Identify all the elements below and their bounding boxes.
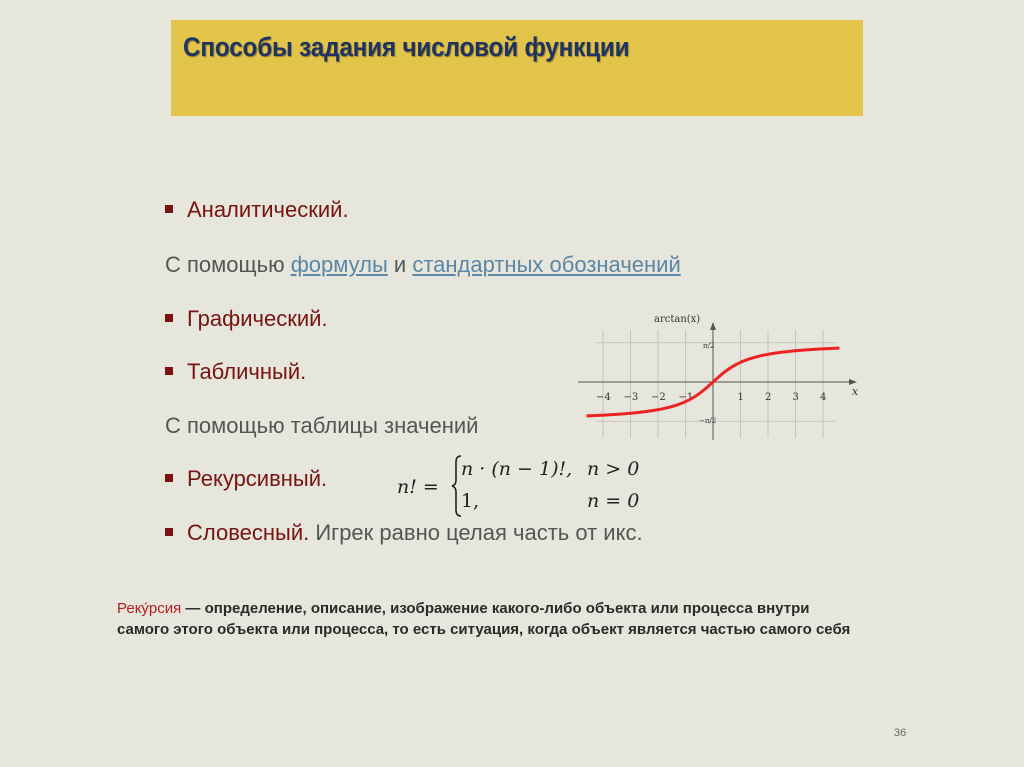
formula-case2: 1, bbox=[461, 490, 480, 512]
x-tick-label: 2 bbox=[765, 392, 772, 403]
table-note: С помощью таблицы значений bbox=[165, 413, 479, 438]
method-recursive bbox=[165, 466, 327, 492]
formula-case1: n · (n − 1)!, bbox=[461, 458, 573, 480]
method-graphic bbox=[165, 306, 328, 332]
bullet-icon bbox=[165, 314, 173, 322]
analytic-note bbox=[165, 252, 681, 278]
arctan-graph bbox=[576, 308, 861, 448]
method-table bbox=[165, 359, 306, 385]
x-tick-label: 4 bbox=[820, 392, 827, 403]
method-analytic bbox=[165, 197, 349, 223]
formula-cond2: n = 0 bbox=[587, 490, 640, 512]
x-tick-label: −2 bbox=[651, 392, 666, 403]
analytic-note-prefix: С помощью bbox=[165, 252, 291, 277]
method-analytic-label: Аналитический. bbox=[187, 197, 349, 222]
bullet-icon bbox=[165, 474, 173, 482]
factorial-formula bbox=[397, 452, 657, 522]
x-tick-label: 3 bbox=[792, 392, 799, 403]
formula-cond1: n > 0 bbox=[587, 458, 640, 480]
method-verbal bbox=[165, 520, 643, 546]
bullet-icon bbox=[165, 528, 173, 536]
x-axis-label: x bbox=[852, 385, 859, 398]
method-graphic-label: Графический. bbox=[187, 306, 328, 331]
x-tick-label: −1 bbox=[678, 392, 694, 403]
method-verbal-text: Игрек равно целая часть от икс. bbox=[309, 520, 643, 545]
title-banner bbox=[171, 20, 863, 116]
y-axis-arrow-icon bbox=[710, 322, 716, 330]
bullet-icon bbox=[165, 205, 173, 213]
standard-notation-link[interactable]: стандартных обозначений bbox=[412, 252, 681, 277]
formula-link[interactable]: формулы bbox=[290, 252, 388, 277]
method-recursive-label: Рекурсивный. bbox=[187, 466, 328, 491]
x-tick-label: −3 bbox=[623, 392, 639, 403]
graph-title: arctan(x) bbox=[654, 314, 701, 325]
method-table-label: Табличный. bbox=[187, 359, 307, 384]
analytic-note-middle: и bbox=[387, 252, 413, 277]
page-number: 36 bbox=[894, 727, 907, 739]
definition-text: — определение, описание, изображение какого-либо объекта или процесса внутри самого этого объекта или процесса, то есть ситуация, когда объект является частью самого себя bbox=[117, 600, 851, 638]
y-bottom-label: −π/2 bbox=[699, 417, 717, 425]
slide-title: Способы задания числовой функции bbox=[183, 32, 630, 62]
definition-term: Реку́рсия bbox=[117, 600, 182, 617]
bullet-icon bbox=[165, 367, 173, 375]
formula-lhs: n! = bbox=[397, 476, 439, 498]
method-verbal-label: Словесный. bbox=[187, 520, 310, 545]
y-top-label: π/2 bbox=[703, 342, 715, 350]
x-tick-labels bbox=[596, 392, 826, 403]
x-tick-label: 1 bbox=[737, 392, 744, 403]
recursion-definition bbox=[117, 598, 857, 640]
x-tick-label: −4 bbox=[596, 392, 611, 403]
